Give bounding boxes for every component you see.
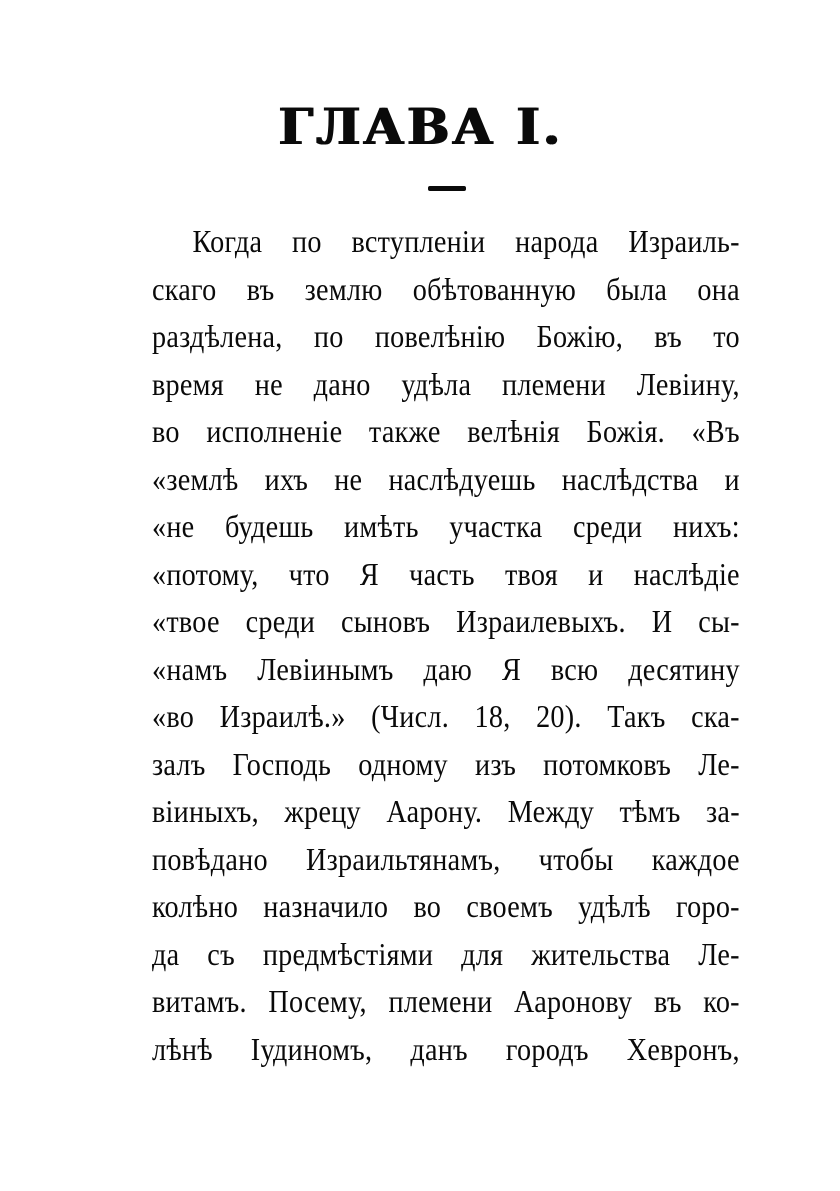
word: горо- [676,888,740,924]
text-line [152,313,740,361]
word: народа [515,223,599,259]
word: также [368,413,441,449]
word: нихъ: [672,508,740,544]
word: Божія. [586,413,665,449]
word: віиныхъ, [152,793,259,829]
word: «во [152,698,195,734]
word: всю [550,650,599,687]
word: Когда [192,223,263,259]
word: наслѣдіе [633,555,740,592]
word: тѣмъ [619,793,681,829]
word: ска- [691,698,740,734]
word: и [588,555,604,592]
word: предмѣстіями [262,935,434,972]
word: даю [423,650,473,687]
word: каждое [651,840,740,877]
word: «землѣ [152,460,239,497]
word: Я [501,650,522,687]
word: во [152,413,180,449]
word: Аарону. [386,793,483,829]
word: «потому, [152,555,259,592]
text-line [152,1026,740,1074]
word: участка [449,508,543,544]
word: Ле- [698,745,740,782]
word: вступленіи [351,223,486,259]
word: наслѣдства [561,460,699,497]
word: Израилевыхъ. [456,603,626,639]
text-line [152,551,740,599]
text-line [152,456,740,504]
text-line [152,978,740,1026]
word: обѣтованную [412,270,577,307]
word: жительства [531,935,671,972]
text-line [152,836,740,884]
word: за- [706,793,740,829]
word: имѣть [344,508,419,544]
word: Левіинымъ [257,650,394,687]
word: «не [152,508,195,544]
text-line [152,883,740,931]
text-line [152,503,740,551]
text-line [152,361,740,409]
word: землю [304,270,383,307]
word: скаго [152,270,217,307]
word: исполненіе [206,413,343,449]
word: не [254,365,283,402]
word: одному [358,745,448,782]
word: данъ [410,1030,468,1067]
word: то [713,318,740,354]
word: Посему, [268,983,367,1019]
word: 20). [536,698,582,734]
word: витамъ. [152,983,247,1019]
text-line [152,693,740,741]
word: Между [507,793,595,829]
text-line [152,788,740,836]
word: десятину [628,650,740,687]
word: съ [207,935,235,972]
word: твоя [504,555,558,592]
word: и [724,460,740,497]
text-line [152,931,740,979]
word: «твое [152,603,220,639]
word: по [313,318,344,354]
word: часть [409,555,475,592]
word: она [697,270,740,307]
word: чтобы [538,840,614,877]
word: Ле- [698,935,740,972]
word: не [334,460,363,497]
word: колѣно [152,888,239,924]
text-line [152,646,740,694]
word: залъ [152,745,206,782]
word: наслѣдуешь [388,460,536,497]
word: городъ [505,1030,589,1067]
word: племени [388,983,493,1019]
word: повѣдано [152,840,268,877]
word: лѣнѣ [152,1030,213,1067]
word: время [152,365,224,402]
word: ко- [703,983,740,1019]
word: во [413,888,442,924]
word: въ [654,318,682,354]
text-line [152,408,740,456]
word: 18, [474,698,511,734]
word: И [651,603,673,639]
word: была [606,270,668,307]
word: Господь [232,745,332,782]
text-line [152,741,740,789]
title-divider [428,186,466,191]
chapter-title: ГЛАВА I. [277,97,563,156]
word: Такъ [607,698,666,734]
word: среди [245,603,316,639]
word: (Числ. [371,698,450,734]
word: жрецу [284,793,361,829]
word: Божію, [536,318,624,354]
word: велѣнія [467,413,560,449]
word: племени [501,365,606,402]
word: Я [359,555,379,592]
word: Ааронову [514,983,633,1019]
word: назначило [263,888,389,924]
word: Левіину, [636,365,740,402]
word: потомковъ [543,745,672,782]
word: сыновъ [340,603,431,639]
body-text [152,218,740,1073]
word: ихъ [264,460,309,497]
word: будешь [224,508,314,544]
word: Израиль- [628,223,740,259]
word: въ [246,270,275,307]
text-line [152,218,740,266]
text-line [152,598,740,646]
word: по [292,223,322,259]
word: повелѣнію [374,318,506,354]
word: «Въ [691,413,740,449]
word: что [288,555,330,592]
word: изъ [475,745,517,782]
word: среди [572,508,643,544]
text-line [152,266,740,314]
word: въ [653,983,682,1019]
word: «намъ [152,650,228,687]
word: Израильтянамъ, [306,840,501,877]
word: дано [313,365,371,402]
word: для [461,935,504,972]
word: да [152,935,180,972]
word: сы- [698,603,740,639]
word: удѣла [401,365,472,402]
word: своемъ [466,888,553,924]
word: Хевронъ, [626,1030,740,1067]
word: Израилѣ.» [219,698,346,734]
word: удѣлѣ [578,888,651,924]
word: Іудиномъ, [250,1030,373,1067]
word: раздѣлена, [152,318,283,354]
